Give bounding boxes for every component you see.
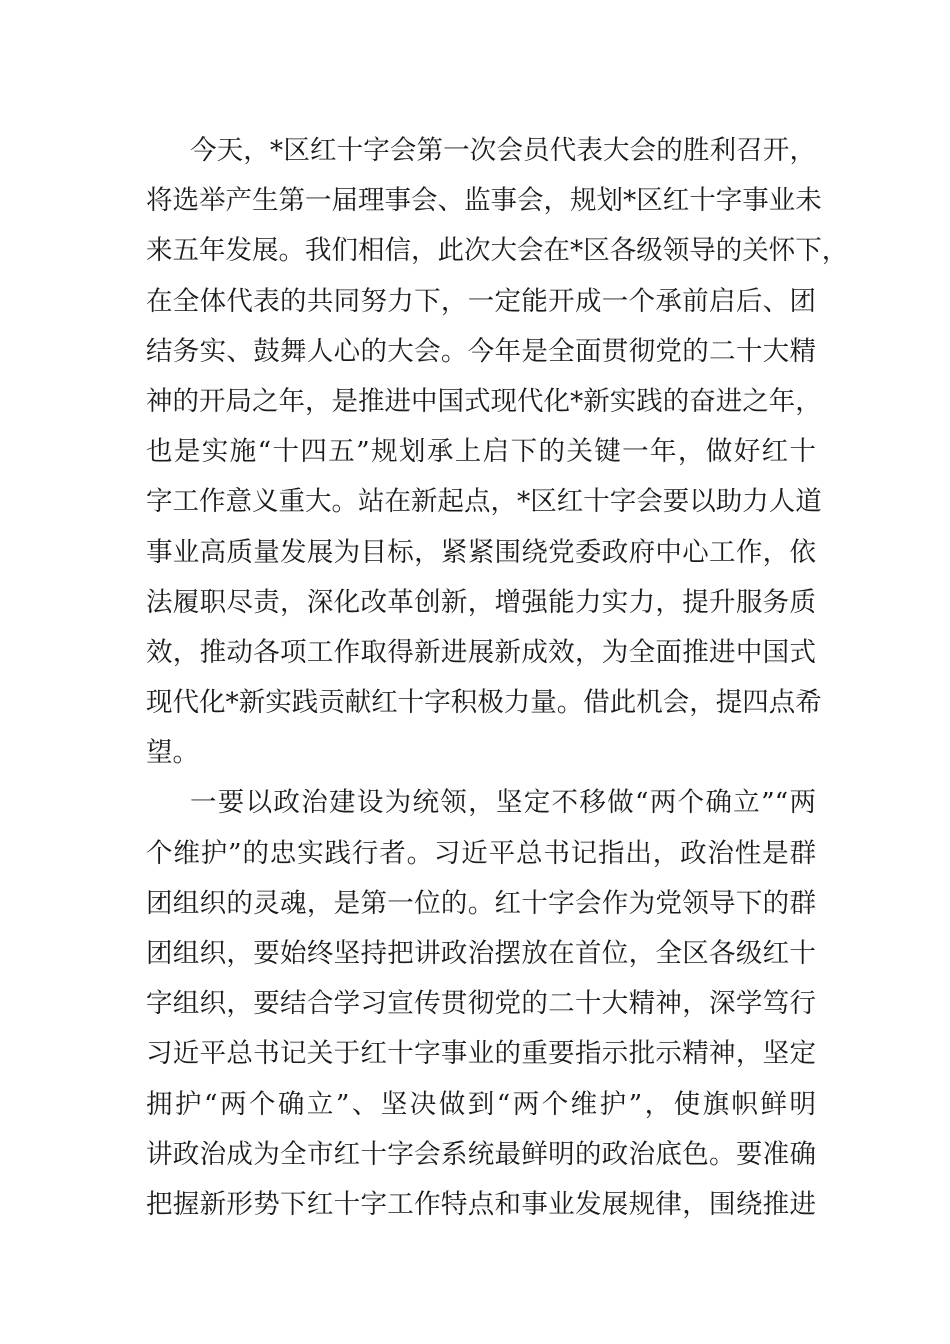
text-line: 结务实、鼓舞人心的大会。今年是全面贯彻党的二十大精 — [146, 335, 816, 367]
text-line: 拥护“两个确立”、坚决做到“两个维护”，使旗帜鲜明 — [146, 1088, 816, 1120]
text-line: 一要以政治建设为统领，坚定不移做“两个确立”“两 — [190, 787, 816, 819]
text-line: 个维护”的忠实践行者。习近平总书记指出，政治性是群 — [146, 837, 816, 869]
text-line: 团组织的灵魂，是第一位的。红十字会作为党领导下的群 — [146, 887, 816, 919]
text-line: 法履职尽责，深化改革创新，增强能力实力，提升服务质 — [146, 586, 816, 618]
text-line: 今天，*区红十字会第一次会员代表大会的胜利召开， — [190, 135, 816, 166]
text-line: 神的开局之年，是推进中国式现代化*新实践的奋进之年， — [146, 385, 822, 417]
text-line: 在全体代表的共同努力下，一定能开成一个承前启后、团 — [146, 285, 816, 317]
paragraph-1 — [146, 126, 849, 778]
text-line: 字组织，要结合学习宣传贯彻党的二十大精神，深学笃行 — [146, 988, 816, 1020]
text-line: 将选举产生第一届理事会、监事会，规划*区红十字事业未 — [146, 185, 822, 217]
text-line: 讲政治成为全市红十字会系统最鲜明的政治底色。要准确 — [146, 1138, 816, 1170]
paragraph-2 — [146, 778, 816, 1230]
text-line: 把握新形势下红十字工作特点和事业发展规律，围绕推进 — [146, 1188, 816, 1220]
text-line: 字工作意义重大。站在新起点，*区红十字会要以助力人道 — [146, 486, 822, 518]
text-line: 来五年发展。我们相信，此次大会在*区各级领导的关怀下， — [146, 235, 849, 267]
text-line: 习近平总书记关于红十字事业的重要指示批示精神，坚定 — [146, 1038, 816, 1070]
document-body — [146, 126, 849, 1230]
text-line: 团组织，要始终坚持把讲政治摆放在首位，全区各级红十 — [146, 938, 816, 969]
text-line: 也是实施“十四五”规划承上启下的关键一年，做好红十 — [146, 436, 816, 468]
text-line: 望。 — [146, 737, 199, 769]
text-line: 事业高质量发展为目标，紧紧围绕党委政府中心工作，依 — [146, 536, 816, 568]
text-line: 效，推动各项工作取得新进展新成效，为全面推进中国式 — [146, 636, 816, 668]
text-line: 现代化*新实践贡献红十字积极力量。借此机会，提四点希 — [146, 687, 822, 719]
